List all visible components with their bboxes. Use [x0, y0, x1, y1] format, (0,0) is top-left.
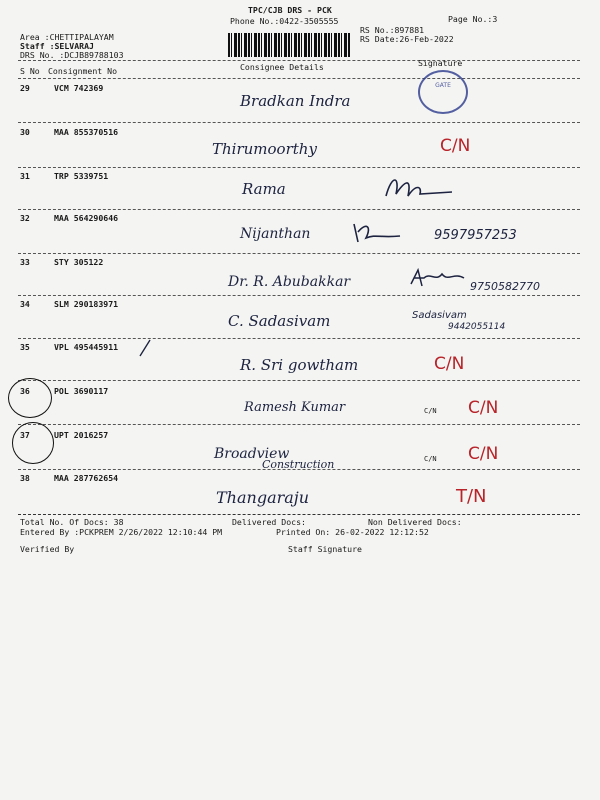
phone-note: 9442055114	[448, 322, 506, 332]
header-divider	[18, 60, 580, 61]
signature-scribble	[408, 266, 468, 292]
signature-scribble	[350, 220, 410, 248]
delivered-docs: Delivered Docs:	[232, 517, 306, 527]
row-divider	[18, 295, 580, 296]
page-number: Page No.:3	[448, 14, 498, 24]
row-divider	[18, 209, 580, 210]
consignee-name-line2: Construction	[262, 458, 335, 471]
drs-number: DRS No. :DCJB89788103	[20, 50, 124, 60]
signature-note: C/N	[424, 455, 437, 463]
table-bottom-divider	[18, 514, 580, 515]
row-sno: 36	[20, 386, 30, 396]
remark-mark: T/N	[456, 486, 487, 507]
consignee-name: Rama	[242, 180, 286, 198]
document-title: TPC/CJB DRS - PCK	[248, 5, 332, 15]
row-divider	[18, 122, 580, 123]
verified-by: Verified By	[20, 544, 75, 554]
row-divider	[18, 424, 580, 425]
consignee-name: Dr. R. Abubakkar	[228, 274, 351, 290]
row-consignment: UPT 2016257	[54, 430, 109, 440]
signature-handwritten: Sadasivam	[412, 310, 467, 321]
consignee-name: Thirumoorthy	[212, 140, 317, 158]
row-consignment: MAA 287762654	[54, 473, 119, 483]
row-consignment: SLM 290183971	[54, 299, 119, 309]
row-sno: 29	[20, 83, 30, 93]
row-divider	[18, 253, 580, 254]
row-sno: 37	[20, 430, 30, 440]
staff-signature: Staff Signature	[288, 544, 362, 554]
remark-mark: C/N	[468, 444, 499, 464]
phone-number: Phone No.:0422-3505555	[230, 16, 339, 26]
remark-mark: C/N	[434, 354, 465, 374]
area-field: Area :CHETTIPALAYAM	[20, 32, 114, 42]
remark-mark: C/N	[468, 398, 499, 418]
barcode	[228, 33, 350, 57]
consignee-name: C. Sadasivam	[228, 312, 331, 330]
entered-by: Entered By :PCKPREM 2/26/2022 12:10:44 PM	[20, 527, 223, 537]
row-consignment: STY 305122	[54, 257, 104, 267]
tick-mark	[138, 338, 152, 358]
column-consignee: Consignee Details	[240, 62, 324, 72]
circled-number	[8, 378, 52, 418]
non-delivered-docs: Non Delivered Docs:	[368, 517, 462, 527]
row-consignment: VPL 495445911	[54, 342, 119, 352]
consignee-name: Thangaraju	[216, 488, 310, 507]
row-divider	[18, 380, 580, 381]
phone-note: 9597957253	[434, 228, 517, 243]
consignee-name: Bradkan Indra	[240, 92, 351, 110]
row-sno: 32	[20, 213, 30, 223]
staff-field: Staff :SELVARAJ	[20, 41, 94, 51]
total-docs: Total No. Of Docs: 38	[20, 517, 124, 527]
row-sno: 30	[20, 127, 30, 137]
row-sno: 33	[20, 257, 30, 267]
rs-date: RS Date:26-Feb-2022	[360, 34, 454, 44]
rs-number: RS No.:897881	[360, 25, 425, 35]
row-consignment: TRP 5339751	[54, 171, 109, 181]
row-sno: 35	[20, 342, 30, 352]
column-sno: S No	[20, 66, 40, 76]
remark-mark: C/N	[440, 136, 471, 156]
row-divider	[18, 167, 580, 168]
signature-scribble	[382, 172, 462, 202]
row-sno: 34	[20, 299, 30, 309]
row-sno: 38	[20, 473, 30, 483]
consignee-name: Broadview	[214, 446, 290, 462]
row-consignment: MAA 855370516	[54, 127, 119, 137]
column-signature: Signature	[418, 58, 463, 68]
column-divider	[18, 78, 580, 79]
signature-note: C/N	[424, 407, 437, 415]
printed-on: Printed On: 26-02-2022 12:12:52	[276, 527, 429, 537]
column-consignment: Consignment No	[48, 66, 118, 76]
consignee-name: Nijanthan	[240, 226, 311, 242]
row-consignment: MAA 564290646	[54, 213, 119, 223]
row-divider	[18, 338, 580, 339]
row-consignment: VCM 742369	[54, 83, 104, 93]
consignee-name: R. Sri gowtham	[240, 356, 359, 374]
phone-note: 9750582770	[470, 280, 540, 293]
gate-stamp: GATE	[418, 70, 468, 114]
consignee-name: Ramesh Kumar	[244, 400, 346, 415]
row-divider	[18, 469, 580, 470]
circled-number	[12, 422, 54, 464]
row-sno: 31	[20, 171, 30, 181]
row-consignment: POL 3690117	[54, 386, 109, 396]
